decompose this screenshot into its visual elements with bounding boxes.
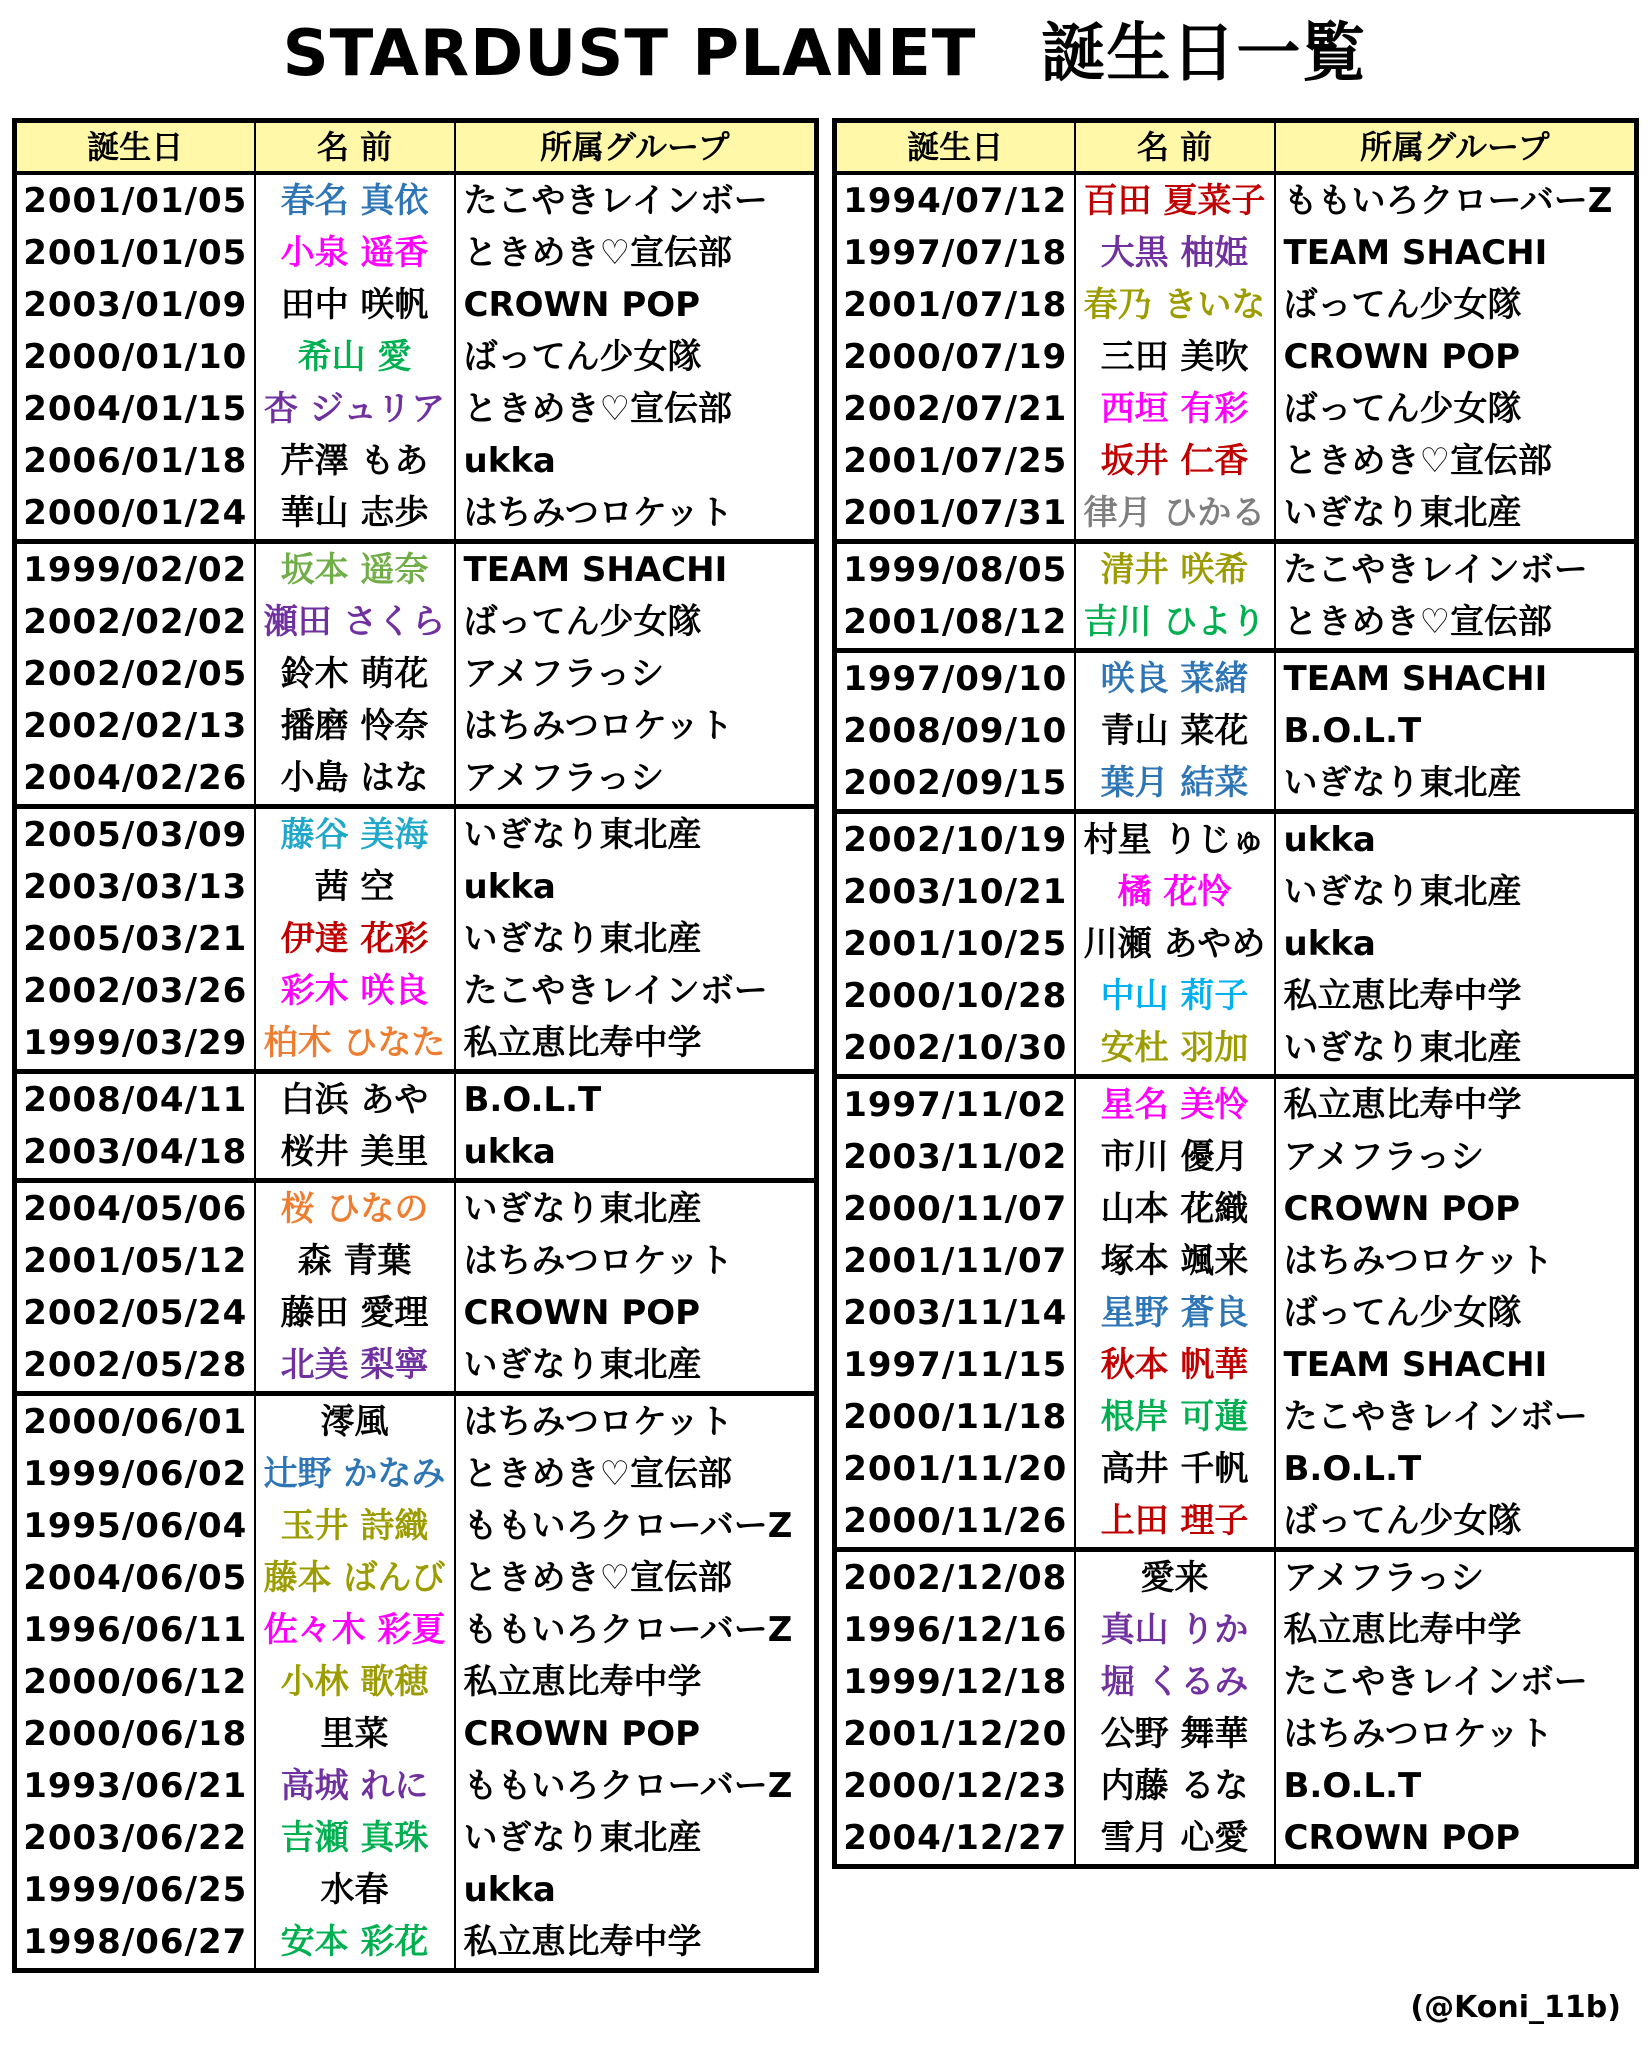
header-name: 名 前: [1075, 121, 1275, 174]
date-cell: 2000/01/10: [15, 331, 255, 383]
group-cell: いぎなり東北産: [1275, 487, 1637, 542]
date-cell: 2006/01/18: [15, 435, 255, 487]
group-cell: ukka: [1275, 812, 1637, 867]
table-row: [835, 1760, 1637, 1812]
group-cell: いぎなり東北産: [455, 1812, 817, 1864]
table-row: [835, 1235, 1637, 1287]
date-cell: 2003/11/02: [835, 1131, 1075, 1183]
table-row: [15, 1072, 817, 1127]
name-cell: 澪風: [255, 1394, 455, 1449]
name-cell: 春乃 きいな: [1075, 279, 1275, 331]
table-row: [15, 1126, 817, 1181]
date-cell: 1998/06/27: [15, 1916, 255, 1971]
date-cell: 2001/07/18: [835, 279, 1075, 331]
group-cell: アメフラっシ: [455, 648, 817, 700]
table-row: [835, 596, 1637, 651]
table-row: [835, 812, 1637, 867]
name-cell: 安本 彩花: [255, 1916, 455, 1971]
table-row: [835, 705, 1637, 757]
date-cell: 2000/11/18: [835, 1391, 1075, 1443]
table-row: [15, 1235, 817, 1287]
table-row: [835, 1391, 1637, 1443]
table-row: [15, 1181, 817, 1236]
date-cell: 1999/06/25: [15, 1864, 255, 1916]
date-cell: 2003/04/18: [15, 1126, 255, 1181]
group-cell: いぎなり東北産: [1275, 866, 1637, 918]
date-cell: 2001/07/31: [835, 487, 1075, 542]
table-row: [15, 807, 817, 862]
group-cell: いぎなり東北産: [1275, 757, 1637, 812]
name-cell: 白浜 あや: [255, 1072, 455, 1127]
date-cell: 1997/09/10: [835, 651, 1075, 706]
name-cell: 塚本 颯来: [1075, 1235, 1275, 1287]
name-cell: 葉月 結菜: [1075, 757, 1275, 812]
date-cell: 2003/01/09: [15, 279, 255, 331]
header-date: 誕生日: [15, 121, 255, 174]
table-row: [835, 331, 1637, 383]
table-row: [15, 913, 817, 965]
table-row: [15, 1760, 817, 1812]
table-row: [835, 1495, 1637, 1550]
name-cell: 桜 ひなの: [255, 1181, 455, 1236]
group-cell: TEAM SHACHI: [1275, 651, 1637, 706]
date-cell: 2002/07/21: [835, 383, 1075, 435]
table-row: [835, 227, 1637, 279]
table-row: [15, 752, 817, 807]
table-row: [15, 383, 817, 435]
name-cell: 根岸 可蓮: [1075, 1391, 1275, 1443]
date-cell: 1997/07/18: [835, 227, 1075, 279]
table-row: [15, 700, 817, 752]
name-cell: 希山 愛: [255, 331, 455, 383]
group-cell: アメフラっシ: [455, 752, 817, 807]
name-cell: 西垣 有彩: [1075, 383, 1275, 435]
header-group: 所属グループ: [1275, 121, 1637, 174]
group-cell: いぎなり東北産: [455, 1181, 817, 1236]
group-cell: ももいろクローバーZ: [1275, 173, 1637, 227]
date-cell: 2003/03/13: [15, 861, 255, 913]
name-cell: 三田 美吹: [1075, 331, 1275, 383]
name-cell: 雪月 心愛: [1075, 1812, 1275, 1867]
group-cell: TEAM SHACHI: [455, 542, 817, 597]
date-cell: 2002/10/30: [835, 1022, 1075, 1077]
name-cell: 村星 りじゅ: [1075, 812, 1275, 867]
name-cell: 内藤 るな: [1075, 1760, 1275, 1812]
name-cell: 星名 美怜: [1075, 1077, 1275, 1132]
date-cell: 2002/02/13: [15, 700, 255, 752]
date-cell: 2001/01/05: [15, 173, 255, 227]
name-cell: 田中 咲帆: [255, 279, 455, 331]
table-row: [835, 1812, 1637, 1867]
date-cell: 1997/11/02: [835, 1077, 1075, 1132]
table-row: [15, 596, 817, 648]
table-row: [15, 1394, 817, 1449]
table-row: [15, 227, 817, 279]
table-header-row: [835, 121, 1637, 174]
date-cell: 1996/12/16: [835, 1604, 1075, 1656]
date-cell: 2000/10/28: [835, 970, 1075, 1022]
group-cell: ukka: [455, 435, 817, 487]
table-row: [15, 1812, 817, 1864]
group-cell: いぎなり東北産: [455, 807, 817, 862]
group-cell: CROWN POP: [455, 1287, 817, 1339]
table-row: [15, 861, 817, 913]
date-cell: 1995/06/04: [15, 1500, 255, 1552]
group-cell: はちみつロケット: [455, 1235, 817, 1287]
group-cell: ばってん少女隊: [1275, 1495, 1637, 1550]
group-cell: B.O.L.T: [455, 1072, 817, 1127]
group-cell: ときめき♡宣伝部: [455, 1448, 817, 1500]
group-cell: はちみつロケット: [455, 700, 817, 752]
date-cell: 2002/05/28: [15, 1339, 255, 1394]
table-row: [15, 279, 817, 331]
date-cell: 1999/06/02: [15, 1448, 255, 1500]
date-cell: 1999/12/18: [835, 1656, 1075, 1708]
table-body-left: [15, 173, 817, 1971]
group-cell: たこやきレインボー: [455, 965, 817, 1017]
table-row: [15, 1287, 817, 1339]
table-row: [835, 970, 1637, 1022]
group-cell: いぎなり東北産: [1275, 1022, 1637, 1077]
date-cell: 2002/03/26: [15, 965, 255, 1017]
date-cell: 1993/06/21: [15, 1760, 255, 1812]
group-cell: ときめき♡宣伝部: [455, 1552, 817, 1604]
group-cell: はちみつロケット: [455, 487, 817, 542]
date-cell: 2000/11/07: [835, 1183, 1075, 1235]
table-row: [835, 173, 1637, 227]
date-cell: 1997/11/15: [835, 1339, 1075, 1391]
table-row: [835, 487, 1637, 542]
name-cell: 清井 咲希: [1075, 542, 1275, 597]
name-cell: 小泉 遥香: [255, 227, 455, 279]
name-cell: 柏木 ひなた: [255, 1017, 455, 1072]
name-cell: 山本 花織: [1075, 1183, 1275, 1235]
group-cell: いぎなり東北産: [455, 913, 817, 965]
group-cell: 私立恵比寿中学: [1275, 1604, 1637, 1656]
name-cell: 大黒 柚姫: [1075, 227, 1275, 279]
name-cell: 高井 千帆: [1075, 1443, 1275, 1495]
date-cell: 1999/02/02: [15, 542, 255, 597]
date-cell: 2000/06/18: [15, 1708, 255, 1760]
group-cell: ときめき♡宣伝部: [1275, 596, 1637, 651]
table-row: [835, 383, 1637, 435]
date-cell: 2000/06/12: [15, 1656, 255, 1708]
date-cell: 2002/02/05: [15, 648, 255, 700]
date-cell: 2002/02/02: [15, 596, 255, 648]
table-row: [15, 1864, 817, 1916]
table-row: [835, 1604, 1637, 1656]
table-row: [15, 331, 817, 383]
group-cell: ときめき♡宣伝部: [1275, 435, 1637, 487]
group-cell: たこやきレインボー: [1275, 542, 1637, 597]
name-cell: 小島 はな: [255, 752, 455, 807]
date-cell: 2000/07/19: [835, 331, 1075, 383]
table-row: [835, 757, 1637, 812]
name-cell: 秋本 帆華: [1075, 1339, 1275, 1391]
group-cell: ばってん少女隊: [455, 331, 817, 383]
date-cell: 2001/05/12: [15, 1235, 255, 1287]
group-cell: ばってん少女隊: [1275, 1287, 1637, 1339]
table-row: [15, 1552, 817, 1604]
name-cell: 華山 志歩: [255, 487, 455, 542]
group-cell: たこやきレインボー: [1275, 1656, 1637, 1708]
date-cell: 1994/07/12: [835, 173, 1075, 227]
group-cell: たこやきレインボー: [1275, 1391, 1637, 1443]
date-cell: 2002/10/19: [835, 812, 1075, 867]
name-cell: 芹澤 もあ: [255, 435, 455, 487]
date-cell: 2002/12/08: [835, 1550, 1075, 1605]
table-row: [15, 542, 817, 597]
name-cell: 藤本 ばんび: [255, 1552, 455, 1604]
date-cell: 2000/01/24: [15, 487, 255, 542]
date-cell: 2005/03/09: [15, 807, 255, 862]
table-row: [835, 542, 1637, 597]
group-cell: B.O.L.T: [1275, 1443, 1637, 1495]
table-row: [15, 965, 817, 1017]
name-cell: 市川 優月: [1075, 1131, 1275, 1183]
name-cell: 桜井 美里: [255, 1126, 455, 1181]
name-cell: 百田 夏菜子: [1075, 173, 1275, 227]
name-cell: 杏 ジュリア: [255, 383, 455, 435]
date-cell: 2000/11/26: [835, 1495, 1075, 1550]
name-cell: 藤田 愛理: [255, 1287, 455, 1339]
group-cell: ももいろクローバーZ: [455, 1500, 817, 1552]
name-cell: 茜 空: [255, 861, 455, 913]
group-cell: ばってん少女隊: [1275, 279, 1637, 331]
date-cell: 2003/06/22: [15, 1812, 255, 1864]
name-cell: 咲良 菜緒: [1075, 651, 1275, 706]
table-row: [15, 435, 817, 487]
name-cell: 律月 ひかる: [1075, 487, 1275, 542]
date-cell: 2002/09/15: [835, 757, 1075, 812]
table-row: [835, 1550, 1637, 1605]
date-cell: 2004/05/06: [15, 1181, 255, 1236]
date-cell: 1999/08/05: [835, 542, 1075, 597]
group-cell: ももいろクローバーZ: [455, 1604, 817, 1656]
date-cell: 2001/12/20: [835, 1708, 1075, 1760]
date-cell: 2001/01/05: [15, 227, 255, 279]
date-cell: 2002/05/24: [15, 1287, 255, 1339]
name-cell: 小林 歌穂: [255, 1656, 455, 1708]
group-cell: 私立恵比寿中学: [1275, 970, 1637, 1022]
group-cell: アメフラっシ: [1275, 1131, 1637, 1183]
credit-text: (@Koni_11b): [1410, 1990, 1621, 2025]
group-cell: ももいろクローバーZ: [455, 1760, 817, 1812]
table-row: [835, 918, 1637, 970]
name-cell: 森 青葉: [255, 1235, 455, 1287]
table-row: [835, 1077, 1637, 1132]
name-cell: 春名 真依: [255, 173, 455, 227]
date-cell: 2001/08/12: [835, 596, 1075, 651]
table-row: [15, 1916, 817, 1971]
table-row: [835, 279, 1637, 331]
date-cell: 2008/04/11: [15, 1072, 255, 1127]
group-cell: B.O.L.T: [1275, 1760, 1637, 1812]
date-cell: 2001/07/25: [835, 435, 1075, 487]
group-cell: 私立恵比寿中学: [455, 1916, 817, 1971]
name-cell: 坂井 仁香: [1075, 435, 1275, 487]
date-cell: 2000/06/01: [15, 1394, 255, 1449]
name-cell: 橘 花怜: [1075, 866, 1275, 918]
date-cell: 2001/11/07: [835, 1235, 1075, 1287]
name-cell: 真山 りか: [1075, 1604, 1275, 1656]
table-row: [15, 1604, 817, 1656]
date-cell: 1999/03/29: [15, 1017, 255, 1072]
group-cell: CROWN POP: [455, 1708, 817, 1760]
table-header-row: [15, 121, 817, 174]
name-cell: 星野 蒼良: [1075, 1287, 1275, 1339]
name-cell: 堀 くるみ: [1075, 1656, 1275, 1708]
name-cell: 中山 莉子: [1075, 970, 1275, 1022]
date-cell: 2003/10/21: [835, 866, 1075, 918]
name-cell: 鈴木 萌花: [255, 648, 455, 700]
group-cell: B.O.L.T: [1275, 705, 1637, 757]
date-cell: 2001/10/25: [835, 918, 1075, 970]
date-cell: 2004/06/05: [15, 1552, 255, 1604]
group-cell: TEAM SHACHI: [1275, 227, 1637, 279]
group-cell: ukka: [455, 1864, 817, 1916]
group-cell: 私立恵比寿中学: [1275, 1077, 1637, 1132]
group-cell: ukka: [455, 1126, 817, 1181]
name-cell: 佐々木 彩夏: [255, 1604, 455, 1656]
group-cell: CROWN POP: [1275, 1812, 1637, 1867]
table-row: [15, 1708, 817, 1760]
date-cell: 2005/03/21: [15, 913, 255, 965]
date-cell: 2004/12/27: [835, 1812, 1075, 1867]
name-cell: 里菜: [255, 1708, 455, 1760]
group-cell: はちみつロケット: [455, 1394, 817, 1449]
group-cell: TEAM SHACHI: [1275, 1339, 1637, 1391]
table-row: [835, 1708, 1637, 1760]
table-row: [835, 435, 1637, 487]
name-cell: 坂本 遥奈: [255, 542, 455, 597]
date-cell: 2004/01/15: [15, 383, 255, 435]
group-cell: ときめき♡宣伝部: [455, 383, 817, 435]
header-name: 名 前: [255, 121, 455, 174]
page-title: STARDUST PLANET 誕生日一覧: [282, 17, 1367, 91]
date-cell: 2008/09/10: [835, 705, 1075, 757]
group-cell: はちみつロケット: [1275, 1708, 1637, 1760]
table-row: [15, 487, 817, 542]
group-cell: アメフラっシ: [1275, 1550, 1637, 1605]
name-cell: 伊達 花彩: [255, 913, 455, 965]
name-cell: 藤谷 美海: [255, 807, 455, 862]
group-cell: たこやきレインボー: [455, 173, 817, 227]
date-cell: 2004/02/26: [15, 752, 255, 807]
name-cell: 水春: [255, 1864, 455, 1916]
table-row: [835, 1022, 1637, 1077]
table-row: [835, 1656, 1637, 1708]
name-cell: 安杜 羽加: [1075, 1022, 1275, 1077]
name-cell: 公野 舞華: [1075, 1708, 1275, 1760]
name-cell: 北美 梨寧: [255, 1339, 455, 1394]
group-cell: 私立恵比寿中学: [455, 1017, 817, 1072]
table-row: [15, 1500, 817, 1552]
group-cell: ばってん少女隊: [1275, 383, 1637, 435]
group-cell: CROWN POP: [1275, 331, 1637, 383]
group-cell: CROWN POP: [455, 279, 817, 331]
table-row: [15, 1656, 817, 1708]
birthday-table-right: [832, 118, 1639, 1869]
name-cell: 上田 理子: [1075, 1495, 1275, 1550]
header-group: 所属グループ: [455, 121, 817, 174]
group-cell: ときめき♡宣伝部: [455, 227, 817, 279]
group-cell: ukka: [1275, 918, 1637, 970]
group-cell: はちみつロケット: [1275, 1235, 1637, 1287]
group-cell: いぎなり東北産: [455, 1339, 817, 1394]
table-row: [835, 1443, 1637, 1495]
table-row: [835, 651, 1637, 706]
name-cell: 玉井 詩織: [255, 1500, 455, 1552]
group-cell: ばってん少女隊: [455, 596, 817, 648]
table-row: [835, 1287, 1637, 1339]
date-cell: 2003/11/14: [835, 1287, 1075, 1339]
name-cell: 青山 菜花: [1075, 705, 1275, 757]
name-cell: 高城 れに: [255, 1760, 455, 1812]
group-cell: CROWN POP: [1275, 1183, 1637, 1235]
name-cell: 瀬田 さくら: [255, 596, 455, 648]
table-row: [15, 1339, 817, 1394]
date-cell: 2001/11/20: [835, 1443, 1075, 1495]
name-cell: 愛来: [1075, 1550, 1275, 1605]
group-cell: ukka: [455, 861, 817, 913]
table-row: [835, 866, 1637, 918]
name-cell: 辻野 かなみ: [255, 1448, 455, 1500]
table-row: [15, 648, 817, 700]
date-cell: 1996/06/11: [15, 1604, 255, 1656]
table-row: [15, 1017, 817, 1072]
group-cell: 私立恵比寿中学: [455, 1656, 817, 1708]
name-cell: 吉川 ひより: [1075, 596, 1275, 651]
birthday-table-left: [12, 118, 819, 1973]
date-cell: 2000/12/23: [835, 1760, 1075, 1812]
table-row: [835, 1183, 1637, 1235]
table-body-right: [835, 173, 1637, 1867]
name-cell: 彩木 咲良: [255, 965, 455, 1017]
table-row: [15, 173, 817, 227]
name-cell: 播磨 怜奈: [255, 700, 455, 752]
table-row: [835, 1131, 1637, 1183]
table-row: [15, 1448, 817, 1500]
name-cell: 吉瀬 真珠: [255, 1812, 455, 1864]
header-date: 誕生日: [835, 121, 1075, 174]
name-cell: 川瀬 あやめ: [1075, 918, 1275, 970]
table-row: [835, 1339, 1637, 1391]
